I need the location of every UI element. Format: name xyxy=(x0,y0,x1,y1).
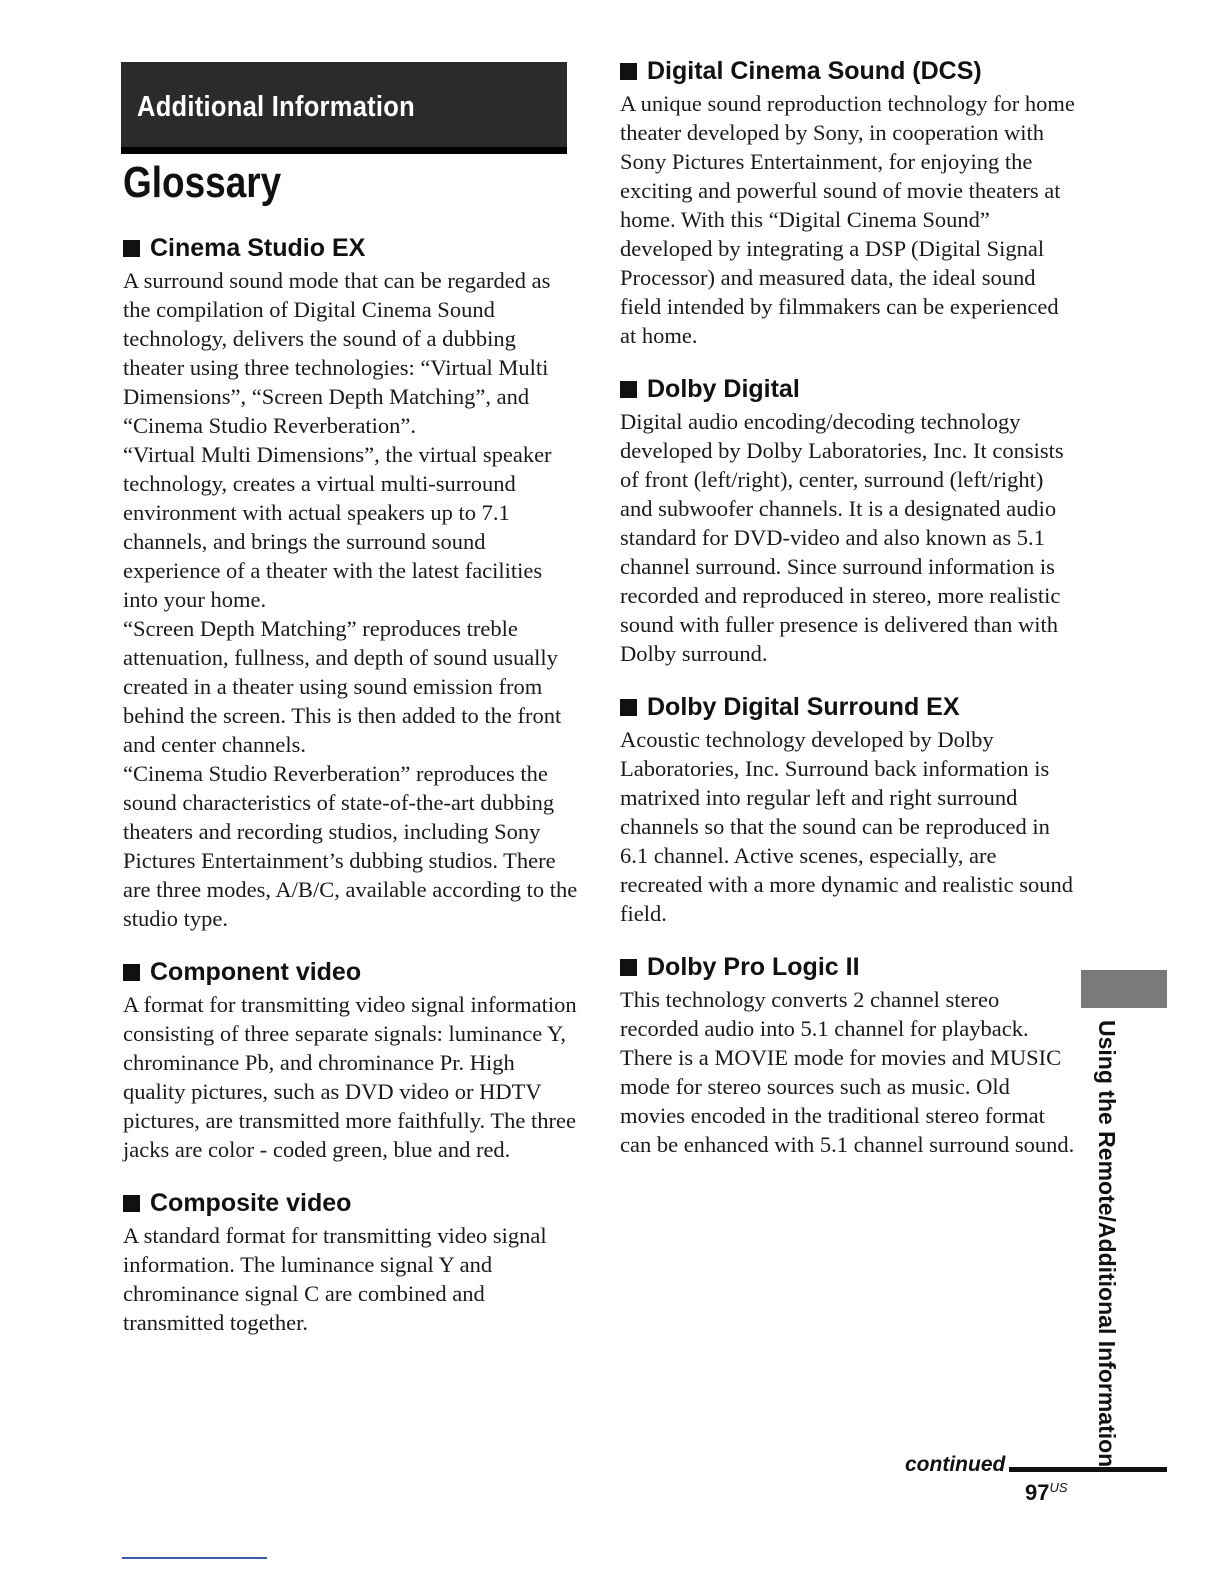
entry-body xyxy=(620,725,1075,928)
glossary-entry-component-video xyxy=(123,956,578,1164)
glossary-entry-dolby-digital xyxy=(620,373,1075,668)
continued-indicator xyxy=(905,1453,1167,1483)
left-column xyxy=(123,232,578,1360)
entry-paragraph: “Cinema Studio Reverberation” reproduces the sound characteristics of state-of-the-art dubbing theaters and recording studios, including Sony Pictures Entertainment’s dubbing studios. There are three modes, A/B/C, available according to the studio type. xyxy=(123,761,578,931)
entry-heading-text: Composite video xyxy=(150,1189,352,1217)
entry-heading xyxy=(620,951,1075,984)
glossary-entry-dolby-digital-surround-ex xyxy=(620,691,1075,928)
page-number-suffix: US xyxy=(1049,1480,1068,1495)
banner-underline xyxy=(121,147,567,154)
section-banner-title: Additional Information xyxy=(137,91,415,123)
entry-paragraph: “Virtual Multi Dimensions”, the virtual speaker technology, creates a virtual multi-surround environment with actual speakers up to 7.1 channels, and brings the surround sound experience of a theater with the latest facilities into your home. xyxy=(123,442,552,612)
square-bullet-icon xyxy=(123,1195,140,1212)
entry-heading-text: Dolby Pro Logic II xyxy=(647,953,860,981)
entry-heading-text: Cinema Studio EX xyxy=(150,234,366,262)
entry-body xyxy=(123,266,578,933)
entry-body xyxy=(123,990,578,1164)
section-banner xyxy=(121,62,567,154)
entry-heading-text: Digital Cinema Sound (DCS) xyxy=(647,57,982,85)
glossary-entry-composite-video xyxy=(123,1187,578,1337)
square-bullet-icon xyxy=(123,964,140,981)
entry-body xyxy=(620,407,1075,668)
entry-body xyxy=(620,985,1075,1159)
square-bullet-icon xyxy=(123,240,140,257)
entry-body xyxy=(620,89,1075,350)
square-bullet-icon xyxy=(620,381,637,398)
entry-heading xyxy=(123,1187,578,1220)
entry-paragraph: A format for transmitting video signal information consisting of three separate signals: luminance Y, chrominance Pb, and chrominance Pr. High quality pictures, such as DVD video or HDTV pictures, are transmitted more faithfully. The three jacks are color - coded green, blue and red. xyxy=(123,992,577,1162)
entry-paragraph: A surround sound mode that can be regarded as the compilation of Digital Cinema Sound technology, delivers the sound of a dubbing theater using three technologies: “Virtual Multi Dimensions”, “Screen Depth Matching”, and “Cinema Studio Reverberation”. xyxy=(123,268,551,438)
square-bullet-icon xyxy=(620,959,637,976)
entry-heading-text: Component video xyxy=(150,958,362,986)
chapter-side-label: Using the Remote/Additional Information xyxy=(1094,1020,1120,1468)
entry-paragraph: Acoustic technology developed by Dolby Laboratories, Inc. Surround back information is matrixed into regular left and right surround channels so that the sound can be reproduced in 6.1 channel. Active scenes, especially, are recreated with a more dynamic and realistic sound field. xyxy=(620,727,1073,926)
footer-rule xyxy=(122,1557,267,1559)
square-bullet-icon xyxy=(620,63,637,80)
entry-paragraph: Digital audio encoding/decoding technology developed by Dolby Laboratories, Inc. It consists of front (left/right), center, surround (left/right) and subwoofer channels. It is a designated audio standard for DVD-video and also known as 5.1 channel surround. Since surround information is recorded and reproduced in stereo, more realistic sound with fuller presence is delivered than with Dolby surround. xyxy=(620,409,1064,666)
entry-heading-text: Dolby Digital Surround EX xyxy=(647,693,960,721)
entry-heading xyxy=(620,373,1075,406)
entry-heading xyxy=(123,956,578,989)
continued-text: continued xyxy=(905,1453,1006,1476)
glossary-entry-dolby-pro-logic-ii xyxy=(620,951,1075,1159)
entry-body xyxy=(123,1221,578,1337)
glossary-entry-cinema-studio-ex xyxy=(123,232,578,933)
continued-rule xyxy=(1009,1467,1167,1472)
entry-heading xyxy=(620,55,1075,88)
entry-heading-text: Dolby Digital xyxy=(647,375,800,403)
entry-heading xyxy=(620,691,1075,724)
page-number xyxy=(1025,1480,1068,1506)
chapter-tab-marker xyxy=(1081,970,1167,1008)
entry-paragraph: A standard format for transmitting video signal information. The luminance signal Y and chrominance signal C are combined and transmitted together. xyxy=(123,1223,547,1335)
page-number-value: 97 xyxy=(1025,1480,1050,1505)
square-bullet-icon xyxy=(620,699,637,716)
entry-paragraph: This technology converts 2 channel stereo recorded audio into 5.1 channel for playback. There is a MOVIE mode for movies and MUSIC mode for stereo sources such as music. Old movies encoded in the traditional stereo format can be enhanced with 5.1 channel surround sound. xyxy=(620,987,1075,1157)
page-title: Glossary xyxy=(123,158,282,207)
entry-paragraph: “Screen Depth Matching” reproduces treble attenuation, fullness, and depth of sound usually created in a theater using sound emission from behind the screen. This is then added to the front and center channels. xyxy=(123,616,562,757)
entry-paragraph: A unique sound reproduction technology for home theater developed by Sony, in cooperation with Sony Pictures Entertainment, for enjoying the exciting and powerful sound of movie theaters at home. With this “Digital Cinema Sound” developed by integrating a DSP (Digital Signal Processor) and measured data, the ideal sound field intended by filmmakers can be experienced at home. xyxy=(620,91,1075,348)
right-column xyxy=(620,55,1075,1182)
glossary-entry-digital-cinema-sound xyxy=(620,55,1075,350)
entry-heading xyxy=(123,232,578,265)
